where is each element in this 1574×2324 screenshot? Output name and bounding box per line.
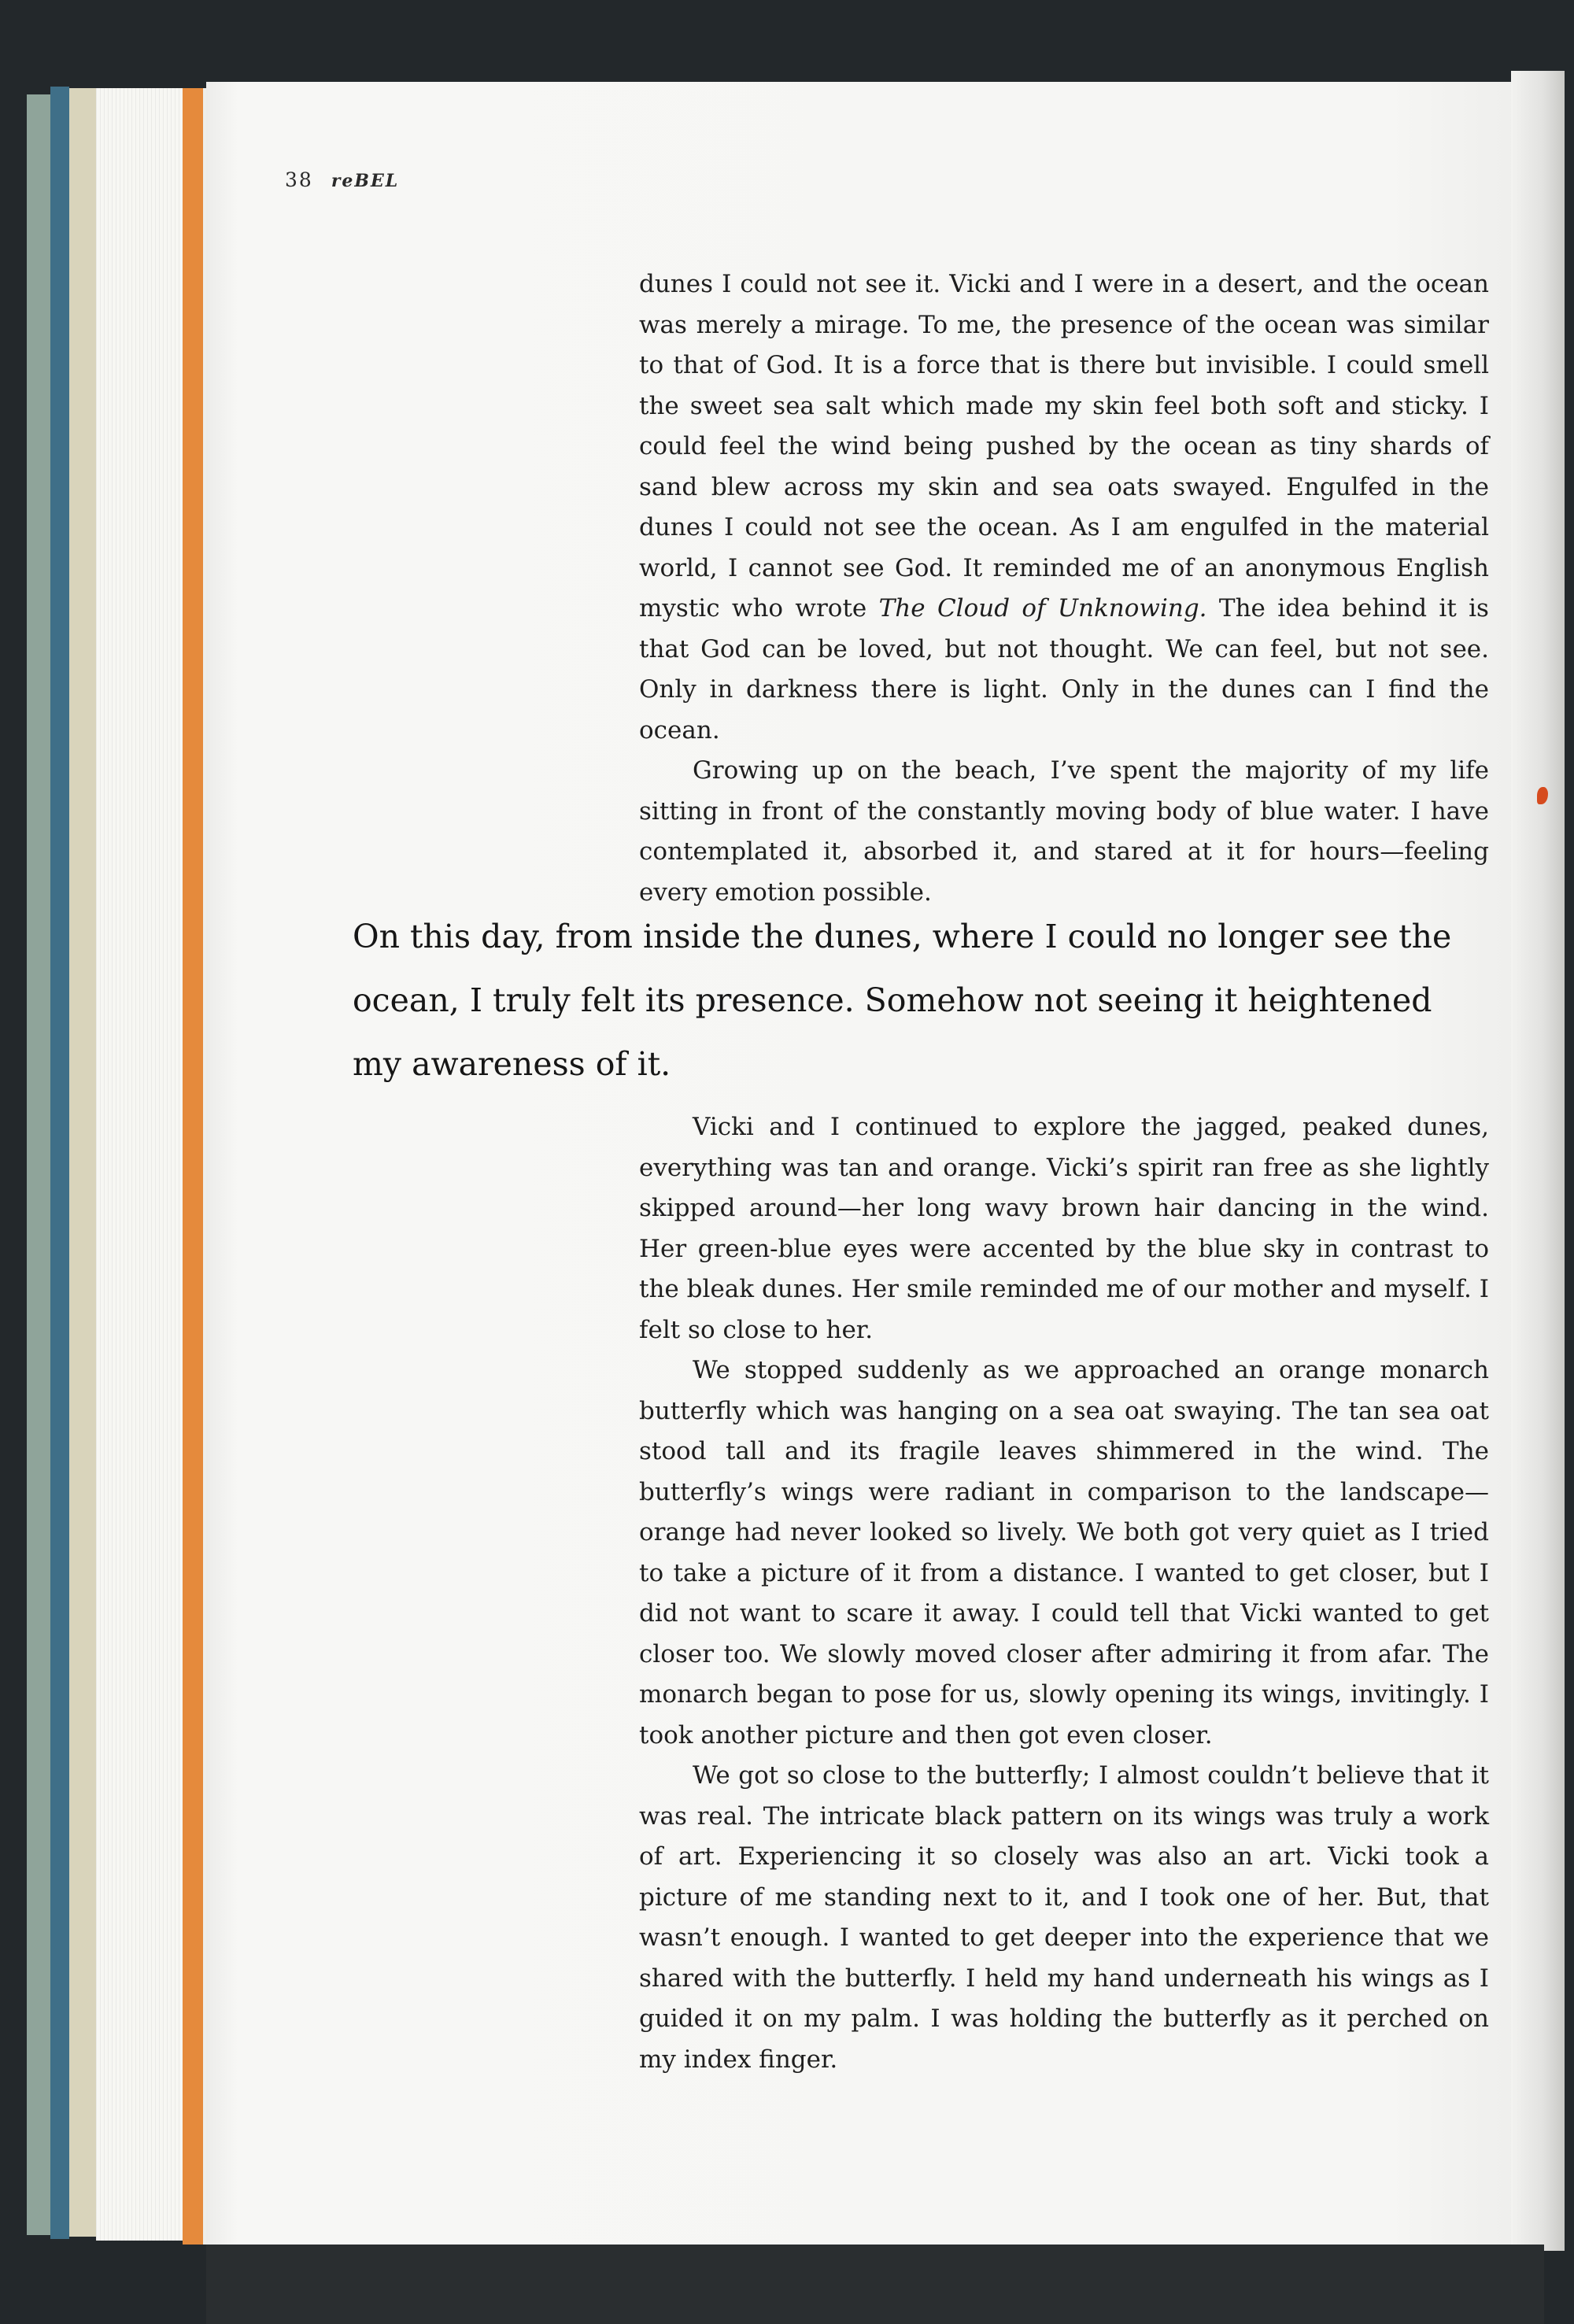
pull-quote-line-2: ocean, I truly felt its presence. Somehow not seeing it heightened [353, 981, 1432, 1019]
paragraph-4: We stopped suddenly as we approached an orange monarch butterfly which was hanging on a sea oat swaying. The tan sea oat stood tall and its fragile leaves shimmered in the wind. The butterfly’s wings were radiant in comparison to the landscape—orange had never looked so lively. We both got very quiet as I tried to take a picture of it from a distance. I wanted to get closer, but I did not want to scare it away. I could tell that Vicki wanted to get closer too. We slowly moved closer after admiring it from afar. The monarch began to pose for us, slowly opening its wings, invitingly. I took another picture and then got even closer. [639, 1356, 1489, 1749]
pull-quote [353, 905, 1502, 1096]
page-right-curl [1511, 71, 1565, 2251]
paragraph-2: Growing up on the beach, I’ve spent the majority of my life sitting in front of the constantly moving body of blue water. I have contemplated it, absorbed it, and stared at it for hours—feeling every emotion possible. [639, 756, 1489, 907]
paragraph-3: Vicki and I continued to explore the jagged, peaked dunes, everything was tan and orange. Vicki’s spirit ran free as she lightly skipped around—her long wavy brown hair dancing in the wind. Her green-blue eyes were accented by the blue sky in contrast to the bleak dunes. Her smile reminded me of our mother and myself. I felt so close to her. [639, 1113, 1489, 1344]
book-edge-green [27, 94, 50, 2235]
paragraph-5: We got so close to the butterfly; I almost couldn’t believe that it was real. The intricate black pattern on its wings was truly a work of art. Experiencing it so closely was also an art. Vicki took a picture of me standing next to it, and I took one of her. But, that wasn’t enough. I wanted to get deeper into the experience that we shared with the butterfly. I held my hand underneath his wings as I guided it on my palm. I was holding the butterfly as it perched on my index finger. [639, 1761, 1489, 2074]
background-bottom [206, 2245, 1544, 2324]
book-edge-cream [69, 88, 96, 2237]
paragraph-1-end: The idea behind it is that God can be loved, but not thought. We can feel, but not see. Only in darkness there is light. Only in the dunes can I find the ocean. [639, 594, 1489, 744]
book-title: reBEL [331, 171, 400, 191]
body-text-top [639, 264, 1489, 913]
book-page-stack-lines [96, 88, 183, 2241]
book-edge-blue [50, 87, 69, 2239]
paragraph-1 [639, 264, 1489, 751]
book-reference-title: The Cloud of Unknowing. [878, 594, 1207, 623]
page-number: 38 [285, 168, 313, 191]
running-header [285, 168, 399, 191]
pull-quote-line-1: On this day, from inside the dunes, where I could no longer see the [353, 918, 1452, 955]
body-text-bottom [639, 1107, 1489, 2080]
paragraph-1-text: dunes I could not see it. Vicki and I were in a desert, and the ocean was merely a mirage. To me, the presence of the ocean was similar to that of God. It is a force that is there but invisible. I could smell the sweet sea salt which made my skin feel both soft and sticky. I could feel the wind being pushed by the ocean as tiny shards of sand blew across my skin and sea oats swayed. Engulfed in the dunes I could not see the ocean. As I am engulfed in the material world, I cannot see God. It reminded me of an anonymous English mystic who wrote [639, 270, 1489, 623]
pull-quote-line-3: my awareness of it. [353, 1045, 671, 1083]
book-edge-orange [183, 88, 203, 2245]
